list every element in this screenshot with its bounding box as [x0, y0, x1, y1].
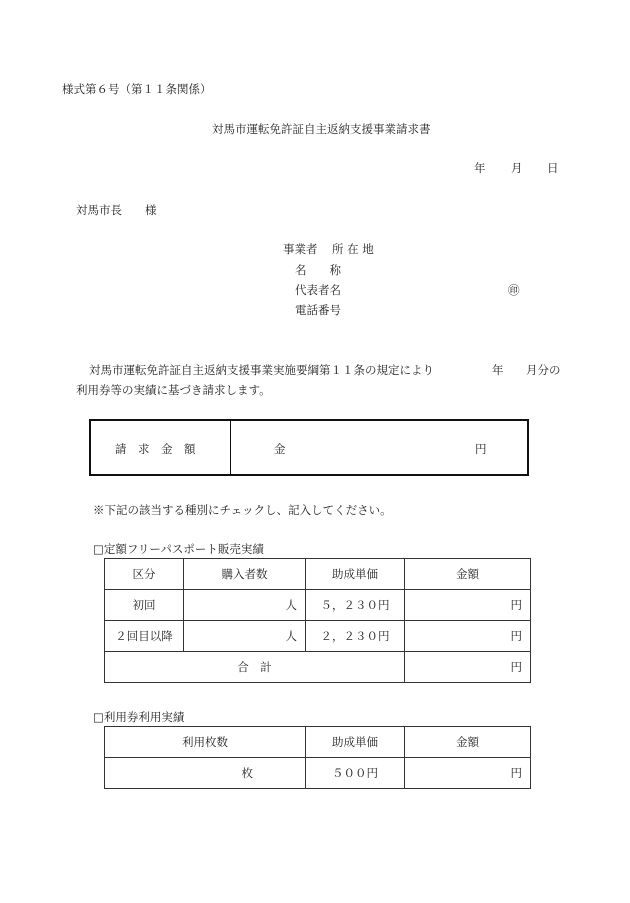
body-text-line2: 利用券等の実績に基づき請求します。 — [76, 383, 271, 397]
section2-title: □利用券利用実績 — [93, 710, 185, 724]
table-row — [105, 590, 531, 621]
phone-label: 電話番号 — [295, 303, 341, 317]
header-unit-price: 助成単価 — [306, 727, 405, 758]
body-text-line1: 対馬市運転免許証自主返納支援事業実施要綱第１１条の規定により — [89, 363, 434, 377]
claim-box-divider — [230, 421, 231, 474]
claim-amount-label: 請 求 金 額 — [115, 442, 196, 456]
claim-amount-unit: 円 — [475, 442, 487, 456]
table-row — [105, 621, 531, 652]
row-count-unit: 枚 — [105, 758, 306, 789]
name-label: 名 称 — [295, 263, 341, 277]
header-category: 区分 — [105, 559, 184, 590]
row-count-unit: 人 — [184, 621, 306, 652]
date-day-label: 日 — [547, 161, 559, 175]
total-row — [105, 652, 531, 683]
row-category: ２回目以降 — [105, 621, 184, 652]
addressee: 対馬市長 様 — [76, 203, 157, 217]
free-passport-table — [104, 558, 531, 683]
body-text-month: 月分の — [526, 363, 561, 377]
row-unit-price: ５，２３０円 — [306, 590, 405, 621]
total-amount-unit: 円 — [405, 652, 531, 683]
total-label: 合 計 — [105, 652, 405, 683]
row-unit-price: ２，２３０円 — [306, 621, 405, 652]
section1-title: □定額フリーパスポート販売実績 — [93, 542, 264, 556]
row-amount-unit: 円 — [405, 590, 531, 621]
header-amount: 金額 — [405, 559, 531, 590]
table-row — [105, 758, 531, 789]
row-amount-unit: 円 — [405, 758, 531, 789]
claim-amount-box — [89, 419, 529, 476]
applicant-heading: 事業者 — [283, 242, 318, 256]
header-voucher-count: 利用枚数 — [105, 727, 306, 758]
address-label: 所 在 地 — [332, 242, 374, 256]
row-unit-price: ５００円 — [306, 758, 405, 789]
form-number: 様式第６号（第１１条関係） — [62, 82, 212, 96]
table-header-row — [105, 559, 531, 590]
date-month-label: 月 — [511, 161, 523, 175]
header-unit-price: 助成単価 — [306, 559, 405, 590]
row-category: 初回 — [105, 590, 184, 621]
representative-label: 代表者名 — [295, 283, 341, 297]
row-count-unit: 人 — [184, 590, 306, 621]
instruction-note: ※下記の該当する種別にチェックし、記入してください。 — [93, 503, 392, 517]
date-year-label: 年 — [474, 161, 486, 175]
row-amount-unit: 円 — [405, 621, 531, 652]
voucher-usage-table — [104, 726, 531, 789]
body-text-year: 年 — [492, 363, 504, 377]
header-purchaser-count: 購入者数 — [184, 559, 306, 590]
document-title: 対馬市運転免許証自主返納支援事業請求書 — [212, 122, 431, 136]
header-amount: 金額 — [405, 727, 531, 758]
claim-amount-prefix: 金 — [274, 442, 286, 456]
table-header-row — [105, 727, 531, 758]
seal-mark: ㊞ — [508, 283, 520, 297]
